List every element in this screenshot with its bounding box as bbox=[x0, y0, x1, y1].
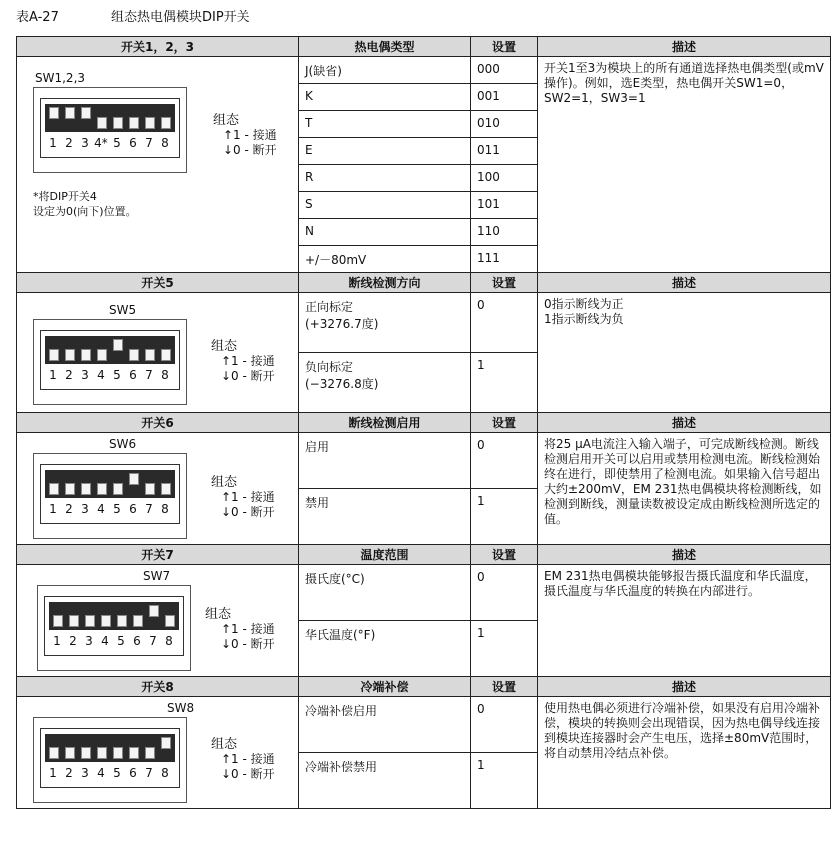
option-line-2: (−3276.8度) bbox=[305, 377, 379, 391]
dip-switch-6[interactable] bbox=[132, 604, 144, 628]
header-description: 描述 bbox=[538, 37, 831, 57]
dip-switch-1[interactable] bbox=[52, 604, 64, 628]
dip-switch-7[interactable] bbox=[144, 472, 156, 496]
switch-diagram-cell bbox=[17, 57, 299, 273]
state-legend bbox=[211, 475, 275, 520]
dip-switch-block bbox=[33, 87, 187, 173]
setting-cell: 111 bbox=[471, 246, 538, 273]
dip-switch-2[interactable] bbox=[64, 106, 76, 130]
switch-note bbox=[33, 189, 137, 219]
dip-switch-numbers bbox=[45, 502, 177, 518]
dip-switch-2[interactable] bbox=[64, 736, 76, 760]
header-option: 断线检测启用 bbox=[299, 413, 471, 433]
option-cell bbox=[299, 293, 471, 353]
dip-switch-knob bbox=[145, 747, 155, 759]
dip-switch-number: 6 bbox=[129, 766, 137, 780]
dip-switch-knob bbox=[161, 737, 171, 749]
legend-down: ↓0 - 断开 bbox=[221, 767, 275, 781]
dip-switch-6[interactable] bbox=[128, 338, 140, 362]
dip-switch-number: 2 bbox=[65, 136, 73, 150]
setting-cell: 101 bbox=[471, 192, 538, 219]
dip-switch-knob bbox=[129, 117, 139, 129]
dip-switch-number: 8 bbox=[161, 766, 169, 780]
dip-switch-knob bbox=[97, 349, 107, 361]
dip-switch-number: 4* bbox=[94, 136, 108, 150]
header-switch: 开关5 bbox=[17, 273, 299, 293]
dip-switch-knob bbox=[49, 483, 59, 495]
table-row bbox=[17, 57, 831, 84]
note-line-2: 设定为0(向下)位置。 bbox=[33, 205, 137, 218]
table-number: 表A-27 bbox=[16, 10, 59, 25]
dip-switch-number: 1 bbox=[53, 634, 61, 648]
dip-switch-number: 4 bbox=[97, 502, 105, 516]
table-caption bbox=[16, 6, 250, 25]
dip-switch-knob bbox=[113, 483, 123, 495]
dip-switch-track bbox=[49, 602, 179, 630]
dip-switch-knob bbox=[129, 349, 139, 361]
dip-switch-knob bbox=[145, 117, 155, 129]
dip-switch-number: 5 bbox=[113, 766, 121, 780]
dip-switch-housing bbox=[40, 330, 180, 390]
header-option: 温度范围 bbox=[299, 545, 471, 565]
dip-switch-track bbox=[45, 470, 175, 498]
note-line-1: *将DIP开关4 bbox=[33, 190, 97, 203]
dip-switch-7[interactable] bbox=[148, 604, 160, 628]
dip-switch-1[interactable] bbox=[48, 472, 60, 496]
dip-switch-track bbox=[45, 734, 175, 762]
dip-switch-number: 3 bbox=[81, 502, 89, 516]
header-description: 描述 bbox=[538, 273, 831, 293]
dip-switch-number: 8 bbox=[161, 136, 169, 150]
header-setting: 设置 bbox=[471, 273, 538, 293]
dip-switch-knob bbox=[133, 615, 143, 627]
dip-switch-knob bbox=[161, 117, 171, 129]
section-header bbox=[17, 37, 831, 57]
dip-switch-knob bbox=[49, 747, 59, 759]
header-option: 热电偶类型 bbox=[299, 37, 471, 57]
dip-switch-8[interactable] bbox=[160, 736, 172, 760]
legend-up: ↑1 - 接通 bbox=[221, 622, 275, 636]
dip-switch-numbers bbox=[49, 634, 181, 650]
dip-switch-block bbox=[33, 717, 187, 803]
setting-cell: 001 bbox=[471, 84, 538, 111]
option-cell: K bbox=[299, 84, 471, 111]
header-option: 断线检测方向 bbox=[299, 273, 471, 293]
dip-switch-knob bbox=[113, 117, 123, 129]
dip-switch-number: 3 bbox=[81, 766, 89, 780]
dip-switch-1[interactable] bbox=[48, 338, 60, 362]
dip-switch-number: 3 bbox=[81, 136, 89, 150]
option-cell: J(缺省) bbox=[299, 57, 471, 84]
dip-switch-block bbox=[33, 319, 187, 405]
header-option: 冷端补偿 bbox=[299, 677, 471, 697]
dip-switch-block bbox=[37, 585, 191, 671]
dip-switch-4[interactable] bbox=[96, 106, 108, 130]
dip-switch-housing bbox=[40, 98, 180, 158]
dip-switch-knob bbox=[65, 349, 75, 361]
dip-switch-knob bbox=[165, 615, 175, 627]
dip-switch-number: 6 bbox=[129, 502, 137, 516]
header-description: 描述 bbox=[538, 545, 831, 565]
dip-switch-2[interactable] bbox=[64, 338, 76, 362]
dip-switch-5[interactable] bbox=[112, 736, 124, 760]
option-cell: S bbox=[299, 192, 471, 219]
dip-switch-number: 3 bbox=[85, 634, 93, 648]
description-cell: 开关1至3为模块上的所有通道选择热电偶类型(或mV操作)。例如，选E类型，热电偶开关SW1=0，SW2=1，SW3=1 bbox=[538, 57, 831, 273]
dip-switch-number: 2 bbox=[65, 368, 73, 382]
setting-cell: 0 bbox=[471, 293, 538, 353]
dip-switch-number: 4 bbox=[101, 634, 109, 648]
legend-down: ↓0 - 断开 bbox=[221, 369, 275, 383]
header-setting: 设置 bbox=[471, 545, 538, 565]
dip-switch-knob bbox=[161, 483, 171, 495]
table-title: 组态热电偶模块DIP开关 bbox=[110, 10, 250, 25]
header-description: 描述 bbox=[538, 413, 831, 433]
description-cell: 将25 μA电流注入输入端子，可完成断线检测。断线检测启用开关可以启用或禁用检测电流。断线检测始终在进行，即使禁用了检测电流。如果输入信号超出大约±200mV，EM 231热电偶模块将检测断线，如检测到断线，测量读数被设定成由断线检测所选定的值。 bbox=[538, 433, 831, 545]
option-cell: 华氏温度(°F) bbox=[299, 621, 471, 677]
dip-switch-7[interactable] bbox=[144, 338, 156, 362]
option-cell: 禁用 bbox=[299, 489, 471, 545]
dip-switch-5[interactable] bbox=[112, 472, 124, 496]
dip-switch-knob bbox=[113, 747, 123, 759]
legend-up: ↑1 - 接通 bbox=[223, 128, 277, 142]
option-cell: 冷端补偿禁用 bbox=[299, 753, 471, 809]
dip-switch-knob bbox=[81, 349, 91, 361]
dip-switch-knob bbox=[129, 747, 139, 759]
legend-down: ↓0 - 断开 bbox=[221, 505, 275, 519]
option-cell: 冷端补偿启用 bbox=[299, 697, 471, 753]
option-line-1: 负向标定 bbox=[305, 360, 354, 374]
dip-switch-numbers bbox=[45, 766, 177, 782]
dip-switch-5[interactable] bbox=[112, 106, 124, 130]
dip-switch-knob bbox=[81, 107, 91, 119]
dip-switch-number: 7 bbox=[145, 766, 153, 780]
dip-switch-5[interactable] bbox=[112, 338, 124, 362]
dip-switch-number: 1 bbox=[49, 502, 57, 516]
switch-diagram-cell bbox=[17, 565, 299, 677]
dip-switch-number: 4 bbox=[97, 368, 105, 382]
dip-switch-numbers bbox=[45, 136, 177, 152]
section-header bbox=[17, 677, 831, 697]
description-cell: 使用热电偶必须进行冷端补偿，如果没有启用冷端补偿，模块的转换则会出现错误，因为热电偶导线连接到模块连接器时会产生电压，选择±80mV范围时，将自动禁用冷结点补偿。 bbox=[538, 697, 831, 809]
dip-switch-knob bbox=[81, 747, 91, 759]
switch-label: SW1,2,3 bbox=[35, 71, 86, 85]
state-legend bbox=[211, 737, 275, 782]
option-line-1: 正向标定 bbox=[305, 300, 354, 314]
legend-down: ↓0 - 断开 bbox=[223, 143, 277, 157]
switch-diagram-cell bbox=[17, 293, 299, 413]
dip-switch-number: 2 bbox=[69, 634, 77, 648]
dip-switch-2[interactable] bbox=[68, 604, 80, 628]
dip-switch-3[interactable] bbox=[84, 604, 96, 628]
option-cell: T bbox=[299, 111, 471, 138]
switch-label: SW5 bbox=[109, 303, 137, 317]
dip-switch-numbers bbox=[45, 368, 177, 384]
dip-switch-2[interactable] bbox=[64, 472, 76, 496]
dip-switch-housing bbox=[44, 596, 184, 656]
header-switch: 开关7 bbox=[17, 545, 299, 565]
legend-up: ↑1 - 接通 bbox=[221, 490, 275, 504]
dip-switch-number: 7 bbox=[145, 368, 153, 382]
header-setting: 设置 bbox=[471, 37, 538, 57]
dip-switch-8[interactable] bbox=[164, 604, 176, 628]
dip-switch-knob bbox=[117, 615, 127, 627]
dip-switch-knob bbox=[149, 605, 159, 617]
legend-title: 组态 bbox=[213, 113, 240, 128]
dip-switch-7[interactable] bbox=[144, 106, 156, 130]
switch-label: SW6 bbox=[109, 437, 137, 451]
dip-switch-4[interactable] bbox=[96, 472, 108, 496]
setting-cell: 1 bbox=[471, 621, 538, 677]
dip-switch-number: 5 bbox=[113, 136, 121, 150]
dip-switch-number: 4 bbox=[97, 766, 105, 780]
dip-switch-knob bbox=[85, 615, 95, 627]
header-setting: 设置 bbox=[471, 413, 538, 433]
legend-title: 组态 bbox=[211, 737, 238, 752]
dip-switch-8[interactable] bbox=[160, 106, 172, 130]
header-switch: 开关6 bbox=[17, 413, 299, 433]
dip-switch-track bbox=[45, 104, 175, 132]
header-switch: 开关1，2，3 bbox=[17, 37, 299, 57]
dip-switch-number: 1 bbox=[49, 766, 57, 780]
legend-title: 组态 bbox=[211, 475, 238, 490]
dip-switch-number: 6 bbox=[133, 634, 141, 648]
state-legend bbox=[205, 607, 275, 652]
dip-switch-7[interactable] bbox=[144, 736, 156, 760]
dip-switch-4[interactable] bbox=[96, 338, 108, 362]
dip-switch-4[interactable] bbox=[100, 604, 112, 628]
option-cell: R bbox=[299, 165, 471, 192]
dip-switch-number: 6 bbox=[129, 368, 137, 382]
option-cell: +/－80mV bbox=[299, 246, 471, 273]
dip-switch-knob bbox=[97, 117, 107, 129]
table-row bbox=[17, 565, 831, 621]
option-cell bbox=[299, 353, 471, 413]
section-header bbox=[17, 545, 831, 565]
switch-label: SW7 bbox=[143, 569, 171, 583]
dip-switch-number: 5 bbox=[117, 634, 125, 648]
header-setting: 设置 bbox=[471, 677, 538, 697]
dip-switch-knob bbox=[101, 615, 111, 627]
setting-cell: 0 bbox=[471, 697, 538, 753]
dip-switch-number: 2 bbox=[65, 502, 73, 516]
section-header bbox=[17, 413, 831, 433]
dip-switch-number: 7 bbox=[145, 502, 153, 516]
dip-switch-1[interactable] bbox=[48, 106, 60, 130]
dip-switch-number: 2 bbox=[65, 766, 73, 780]
dip-switch-3[interactable] bbox=[80, 472, 92, 496]
dip-switch-5[interactable] bbox=[116, 604, 128, 628]
dip-switch-knob bbox=[97, 747, 107, 759]
dip-switch-track bbox=[45, 336, 175, 364]
dip-switch-knob bbox=[65, 747, 75, 759]
dip-switch-knob bbox=[49, 349, 59, 361]
legend-title: 组态 bbox=[211, 339, 238, 354]
dip-switch-6[interactable] bbox=[128, 736, 140, 760]
state-legend bbox=[213, 113, 277, 158]
dip-switch-number: 7 bbox=[145, 136, 153, 150]
dip-switch-1[interactable] bbox=[48, 736, 60, 760]
dip-switch-3[interactable] bbox=[80, 338, 92, 362]
legend-down: ↓0 - 断开 bbox=[221, 637, 275, 651]
description-line-1: 0指示断线为正 bbox=[544, 297, 624, 311]
option-cell: 启用 bbox=[299, 433, 471, 489]
dip-switch-number: 8 bbox=[165, 634, 173, 648]
dip-switch-knob bbox=[113, 339, 123, 351]
dip-switch-knob bbox=[53, 615, 63, 627]
option-cell: N bbox=[299, 219, 471, 246]
setting-cell: 100 bbox=[471, 165, 538, 192]
description-line-2: 1指示断线为负 bbox=[544, 312, 624, 326]
legend-up: ↑1 - 接通 bbox=[221, 354, 275, 368]
dip-switch-knob bbox=[69, 615, 79, 627]
option-cell: 摄氏度(°C) bbox=[299, 565, 471, 621]
dip-switch-knob bbox=[145, 349, 155, 361]
dip-switch-knob bbox=[97, 483, 107, 495]
setting-cell: 110 bbox=[471, 219, 538, 246]
dip-switch-number: 7 bbox=[149, 634, 157, 648]
description-cell bbox=[538, 293, 831, 413]
dip-switch-number: 8 bbox=[161, 502, 169, 516]
description-cell: EM 231热电偶模块能够报告摄氏温度和华氏温度，摄氏温度与华氏温度的转换在内部进行。 bbox=[538, 565, 831, 677]
dip-switch-3[interactable] bbox=[80, 736, 92, 760]
dip-switch-number: 8 bbox=[161, 368, 169, 382]
setting-cell: 0 bbox=[471, 565, 538, 621]
header-description: 描述 bbox=[538, 677, 831, 697]
dip-switch-4[interactable] bbox=[96, 736, 108, 760]
setting-cell: 000 bbox=[471, 57, 538, 84]
table-row bbox=[17, 433, 831, 489]
dip-switch-number: 5 bbox=[113, 502, 121, 516]
setting-cell: 1 bbox=[471, 489, 538, 545]
dip-switch-number: 6 bbox=[129, 136, 137, 150]
dip-switch-6[interactable] bbox=[128, 106, 140, 130]
dip-switch-knob bbox=[65, 107, 75, 119]
dip-switch-knob bbox=[65, 483, 75, 495]
dip-switch-number: 3 bbox=[81, 368, 89, 382]
dip-switch-knob bbox=[49, 107, 59, 119]
dip-switch-knob bbox=[129, 473, 139, 485]
setting-cell: 1 bbox=[471, 353, 538, 413]
dip-switch-knob bbox=[161, 349, 171, 361]
setting-cell: 0 bbox=[471, 433, 538, 489]
header-switch: 开关8 bbox=[17, 677, 299, 697]
dip-switch-8[interactable] bbox=[160, 338, 172, 362]
dip-switch-housing bbox=[40, 728, 180, 788]
legend-title: 组态 bbox=[205, 607, 232, 622]
dip-switch-6[interactable] bbox=[128, 472, 140, 496]
dip-switch-number: 1 bbox=[49, 136, 57, 150]
switch-diagram-cell bbox=[17, 433, 299, 545]
setting-cell: 1 bbox=[471, 753, 538, 809]
table-row bbox=[17, 697, 831, 753]
option-cell: E bbox=[299, 138, 471, 165]
dip-switch-housing bbox=[40, 464, 180, 524]
switch-diagram-cell bbox=[17, 697, 299, 809]
dip-switch-number: 1 bbox=[49, 368, 57, 382]
dip-switch-number: 5 bbox=[113, 368, 121, 382]
legend-up: ↑1 - 接通 bbox=[221, 752, 275, 766]
dip-switch-8[interactable] bbox=[160, 472, 172, 496]
dip-switch-3[interactable] bbox=[80, 106, 92, 130]
setting-cell: 010 bbox=[471, 111, 538, 138]
dip-switch-knob bbox=[145, 483, 155, 495]
dip-switch-block bbox=[33, 453, 187, 539]
switch-label: SW8 bbox=[167, 701, 195, 715]
setting-cell: 011 bbox=[471, 138, 538, 165]
state-legend bbox=[211, 339, 275, 384]
dip-switch-knob bbox=[81, 483, 91, 495]
option-line-2: (+3276.7度) bbox=[305, 317, 379, 331]
table-row bbox=[17, 293, 831, 353]
section-header bbox=[17, 273, 831, 293]
dip-switch-table bbox=[16, 36, 831, 809]
